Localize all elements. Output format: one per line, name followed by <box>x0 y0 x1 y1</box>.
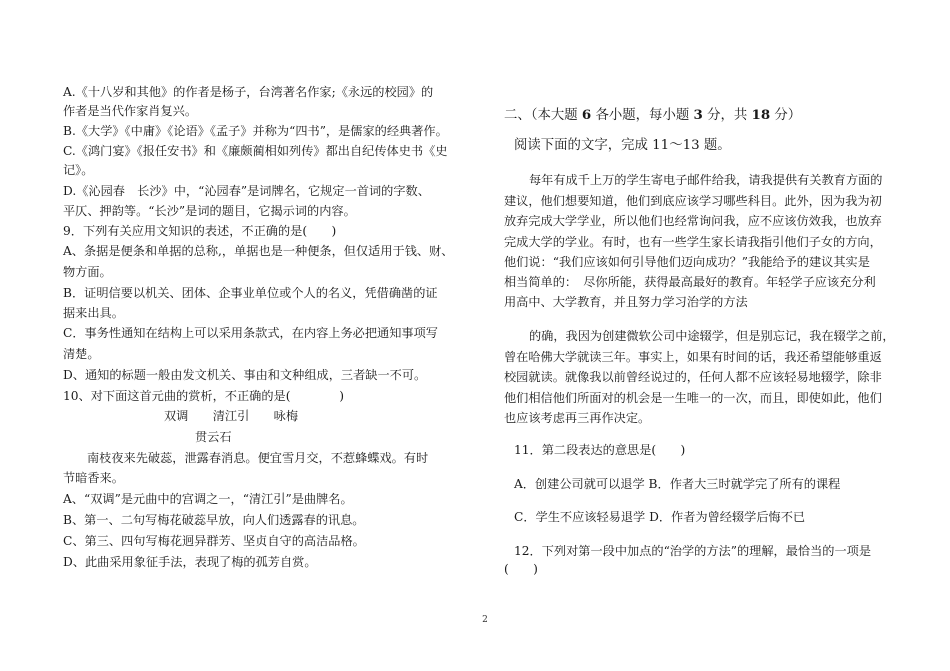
q9-stem: 9．下列有关应用文知识的表述，不正确的是( ) <box>63 224 337 238</box>
reading-instruction: 阅读下面的文字，完成 11～13 题。 <box>514 138 731 153</box>
q9-option-a-line1: A、条据是便条和单据的总称,，单据也是一种便条，但仅适用于钱、财、 <box>63 244 454 258</box>
section-header <box>504 106 801 125</box>
section-header-points: 3 <box>693 107 703 123</box>
q10-option-b: B、第一、二句写梅花破蕊早放，向人们透露春的讯息。 <box>63 513 365 527</box>
section-header-suffix: 分） <box>770 108 802 123</box>
poem-text-line1: 南枝夜来先破蕊，泄露春消息。便宜雪月交，不惹蜂蝶戏。有时 <box>87 451 429 465</box>
q11-options-ab: A．创建公司就可以退学 B．作者大三时就学完了所有的课程 <box>514 477 841 491</box>
passage-p1-line4: 完成大学的学业。有时，也有一些学生家长请我指引他们子女的方向， <box>504 235 882 249</box>
q8-option-a-line2: 作者是当代作家肖复兴。 <box>63 104 198 118</box>
q10-option-a: A、“双调”是元曲中的宫调之一，“清江引”是曲牌名。 <box>63 492 353 506</box>
q10-stem: 10、对下面这首元曲的赏析，不正确的是( ) <box>63 389 344 403</box>
q9-option-b-line2: 据来出具。 <box>63 306 124 320</box>
section-header-mid1: 各小题，每小题 <box>591 108 694 123</box>
q8-option-a-line1: A.《十八岁和其他》的作者是杨子，台湾著名作家;《永远的校园》的 <box>63 85 434 99</box>
q11-options-cd: C．学生不应该轻易退学 D．作者为曾经辍学后悔不已 <box>514 510 806 524</box>
q9-option-c-line1: C．事务性通知在结构上可以采用条款式，在内容上务必把通知事项写 <box>63 326 438 340</box>
page-number: 2 <box>482 615 488 625</box>
q8-option-b: B.《大学》《中庸》《论语》《孟子》并称为“四书”，是儒家的经典著作。 <box>63 124 448 138</box>
passage-p2-line4: 他们相信他们所面对的机会是一生唯一的一次，而且，即使如此，他们 <box>504 391 882 405</box>
q10-option-d: D、此曲采用象征手法，表现了梅的孤芳自赏。 <box>63 555 317 569</box>
q8-option-c-line1: C.《鸿门宴》《报任安书》和《廉颇蔺相如列传》都出自纪传体史书《史 <box>63 144 448 158</box>
poem-title: 双调 清江引 咏梅 <box>164 409 299 423</box>
poem-text-line2: 节暗香来。 <box>63 471 124 485</box>
passage-p2-line2: 曾在哈佛大学就读三年。事实上，如果有时间的话，我还希望能够重返 <box>504 350 882 364</box>
section-header-count: 6 <box>581 107 592 123</box>
section-header-prefix: 二、（本大题 <box>504 108 582 123</box>
passage-p1-line5: 他们说：“我们应该如何引导他们迈向成功？”我能给予的建议其实是 <box>504 255 870 269</box>
q8-option-c-line2: 记》。 <box>63 163 94 177</box>
passage-p1-line6: 相当简单的： 尽你所能，获得最高最好的教育。年轻学子应该充分利 <box>504 275 876 289</box>
q9-option-d: D、通知的标题一般由发文机关、事由和文种组成，三者缺一不可。 <box>63 368 427 382</box>
passage-p2-line5: 也应该考虑再三再作决定。 <box>504 411 651 425</box>
passage-p1-line1: 每年有成千上万的学生寄电子邮件给我，请我提供有关教育方面的 <box>529 173 883 187</box>
poem-author: 贯云石 <box>195 430 232 444</box>
section-header-total: 18 <box>751 107 771 123</box>
q8-option-d-line2: 平仄、押韵等。“长沙”是词的题目，它揭示词的内容。 <box>63 204 356 218</box>
passage-p2-line3: 校园就读。就像我以前曾经说过的，任何人都不应该轻易地辍学，除非 <box>504 370 882 384</box>
q8-option-d-line1: D.《沁园春 长沙》中，“沁园春”是词牌名，它规定一首词的字数、 <box>63 184 430 198</box>
q9-option-c-line2: 清楚。 <box>63 347 100 361</box>
passage-p1-line7-text: 用高中、大学教育，并且努力学习治学的方法 <box>504 295 748 309</box>
passage-p2-line1: 的确，我因为创建微软公司中途辍学，但是别忘记，我在辍学之前， <box>529 329 895 343</box>
section-header-mid2: 分，共 <box>702 108 752 123</box>
q10-option-c: C、第三、四句写梅花迥异群芳、坚贞自守的高洁品格。 <box>63 534 365 548</box>
q9-option-b-line1: B．证明信要以机关、团体、企事业单位或个人的名义，凭借确凿的证 <box>63 286 438 300</box>
q11-stem: 11．第二段表达的意思是( ) <box>514 443 686 457</box>
passage-p1-line3: 放弃完成大学学业，所以他们也经常询问我，应不应该仿效我，也放弃 <box>504 214 882 228</box>
q12-stem-line1: 12．下列对第一段中加点的“治学的方法”的理解，最恰当的一项是 <box>514 544 872 558</box>
q9-option-a-line2: 物方面。 <box>63 265 112 279</box>
q12-stem-line2: ( ) <box>504 562 538 576</box>
passage-p1-line2: 建议，他们想要知道，他们到底应该学习哪些科目。此外，因为我为初 <box>504 194 882 208</box>
passage-p1-line7 <box>504 293 748 311</box>
